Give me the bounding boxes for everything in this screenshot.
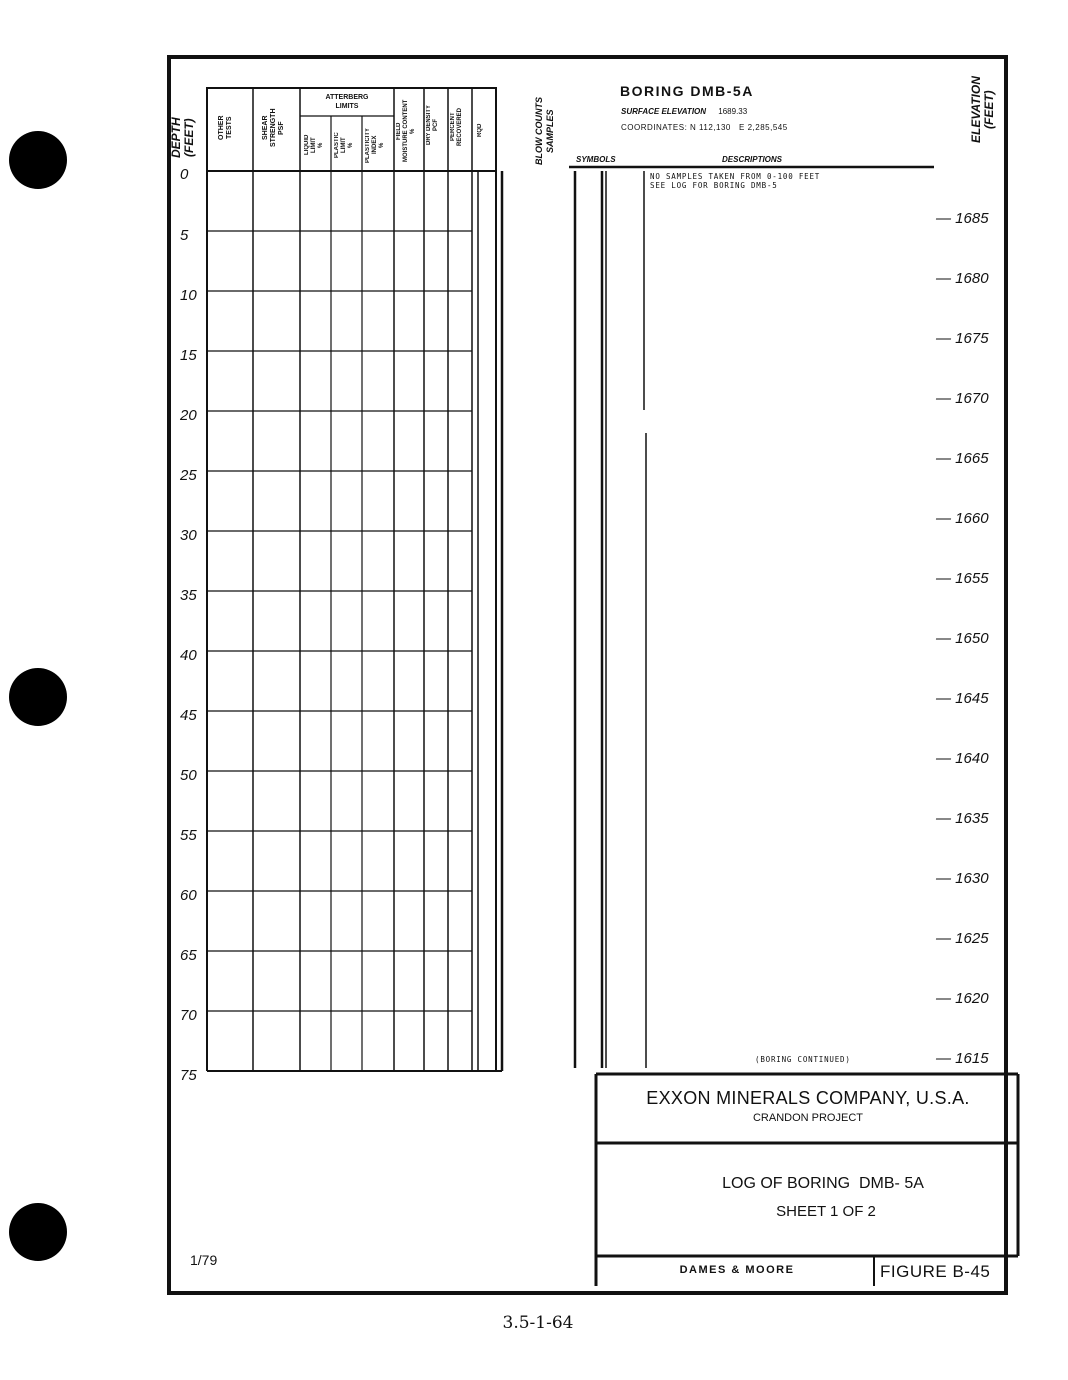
plasticity-index-header: PLASTICITY INDEX % bbox=[365, 127, 385, 163]
firm-name: DAMES & MOORE bbox=[679, 1264, 795, 1276]
plastic-limit-header: PLASTIC LIMIT % bbox=[334, 132, 354, 158]
dry-density-header: DRY DENSITY PCF bbox=[426, 105, 439, 146]
other-tests-header: OTHER TESTS bbox=[218, 115, 233, 141]
rqd-header: RQD bbox=[477, 123, 483, 137]
log-title: LOG OF BORING DMB- 5A bbox=[722, 1175, 924, 1192]
elevation-tick-label: — 1675 bbox=[936, 330, 989, 347]
surface-elevation bbox=[621, 107, 747, 116]
depth-tick-label: 50 bbox=[180, 767, 197, 784]
depth-tick-label: 40 bbox=[180, 647, 197, 664]
depth-tick-label: 35 bbox=[180, 587, 197, 604]
depth-tick-label: 75 bbox=[180, 1067, 197, 1084]
depth-tick-label: 45 bbox=[180, 707, 197, 724]
elevation-tick-label: — 1630 bbox=[936, 870, 989, 887]
depth-tick-label: 20 bbox=[180, 407, 197, 424]
symbols-header: SYMBOLS bbox=[576, 155, 616, 164]
no-samples-note: NO SAMPLES TAKEN FROM 0-100 FEET bbox=[650, 172, 821, 181]
elevation-tick-label: — 1655 bbox=[936, 570, 989, 587]
elevation-axis-label: ELEVATION (FEET) bbox=[969, 76, 996, 144]
depth-tick-label: 70 bbox=[180, 1007, 197, 1024]
atterberg-limits-header: ATTERBERG LIMITS bbox=[325, 94, 369, 110]
elevation-tick-label: — 1680 bbox=[936, 270, 989, 287]
boring-title: BORING DMB-5A bbox=[620, 83, 754, 99]
depth-tick-label: 10 bbox=[180, 287, 197, 304]
figure-number: FIGURE B-45 bbox=[880, 1262, 991, 1281]
date-code: 1/79 bbox=[190, 1252, 218, 1268]
elevation-tick-label: — 1620 bbox=[936, 990, 989, 1007]
elevation-tick-label: — 1635 bbox=[936, 810, 989, 827]
depth-tick-label: 65 bbox=[180, 947, 197, 964]
sheet-number: SHEET 1 OF 2 bbox=[776, 1203, 876, 1220]
liquid-limit-header: LIQUID LIMIT % bbox=[304, 134, 324, 156]
elevation-tick-label: — 1660 bbox=[936, 510, 989, 527]
depth-tick-label: 5 bbox=[180, 227, 189, 244]
company-name: EXXON MINERALS COMPANY, U.S.A. bbox=[646, 1088, 970, 1108]
elevation-tick-label: — 1650 bbox=[936, 630, 989, 647]
coordinates: COORDINATES: N 112,130 E 2,285,545 bbox=[621, 123, 788, 132]
depth-tick-label: 25 bbox=[180, 467, 197, 484]
percent-recovered-header: PERCENT RECOVERED bbox=[450, 108, 463, 147]
page-number: 3.5-1-64 bbox=[502, 1313, 574, 1333]
depth-tick-label: 60 bbox=[180, 887, 197, 904]
elevation-tick-label: — 1670 bbox=[936, 390, 989, 407]
depth-tick-label: 55 bbox=[180, 827, 197, 844]
shear-strength-header: SHEAR STRENGTH PSF bbox=[262, 108, 285, 148]
depth-tick-label: 30 bbox=[180, 527, 197, 544]
elevation-tick-label: — 1685 bbox=[936, 210, 989, 227]
elevation-tick-label: — 1645 bbox=[936, 690, 989, 707]
descriptions-header: DESCRIPTIONS bbox=[722, 155, 783, 164]
boring-continued-note: (BORING CONTINUED) bbox=[755, 1055, 851, 1064]
elevation-tick-label: — 1615 bbox=[936, 1050, 989, 1067]
depth-axis-label: DEPTH (FEET) bbox=[169, 117, 196, 158]
depth-tick-label: 0 bbox=[180, 166, 189, 183]
elevation-tick-label: — 1625 bbox=[936, 930, 989, 947]
see-log-note: SEE LOG FOR BORING DMB-5 bbox=[650, 181, 778, 190]
project-name: CRANDON PROJECT bbox=[752, 1112, 863, 1124]
depth-tick-label: 15 bbox=[180, 347, 197, 364]
field-moisture-header: FIELD MOISTURE CONTENT % bbox=[396, 99, 416, 163]
surface-elevation-label: SURFACE ELEVATION bbox=[621, 107, 707, 116]
elevation-tick-label: — 1640 bbox=[936, 750, 989, 767]
blow-counts-header: BLOW COUNTS SAMPLES bbox=[534, 97, 555, 165]
surface-elevation-value: 1689.33 bbox=[718, 107, 748, 116]
elevation-tick-label: — 1665 bbox=[936, 450, 989, 467]
